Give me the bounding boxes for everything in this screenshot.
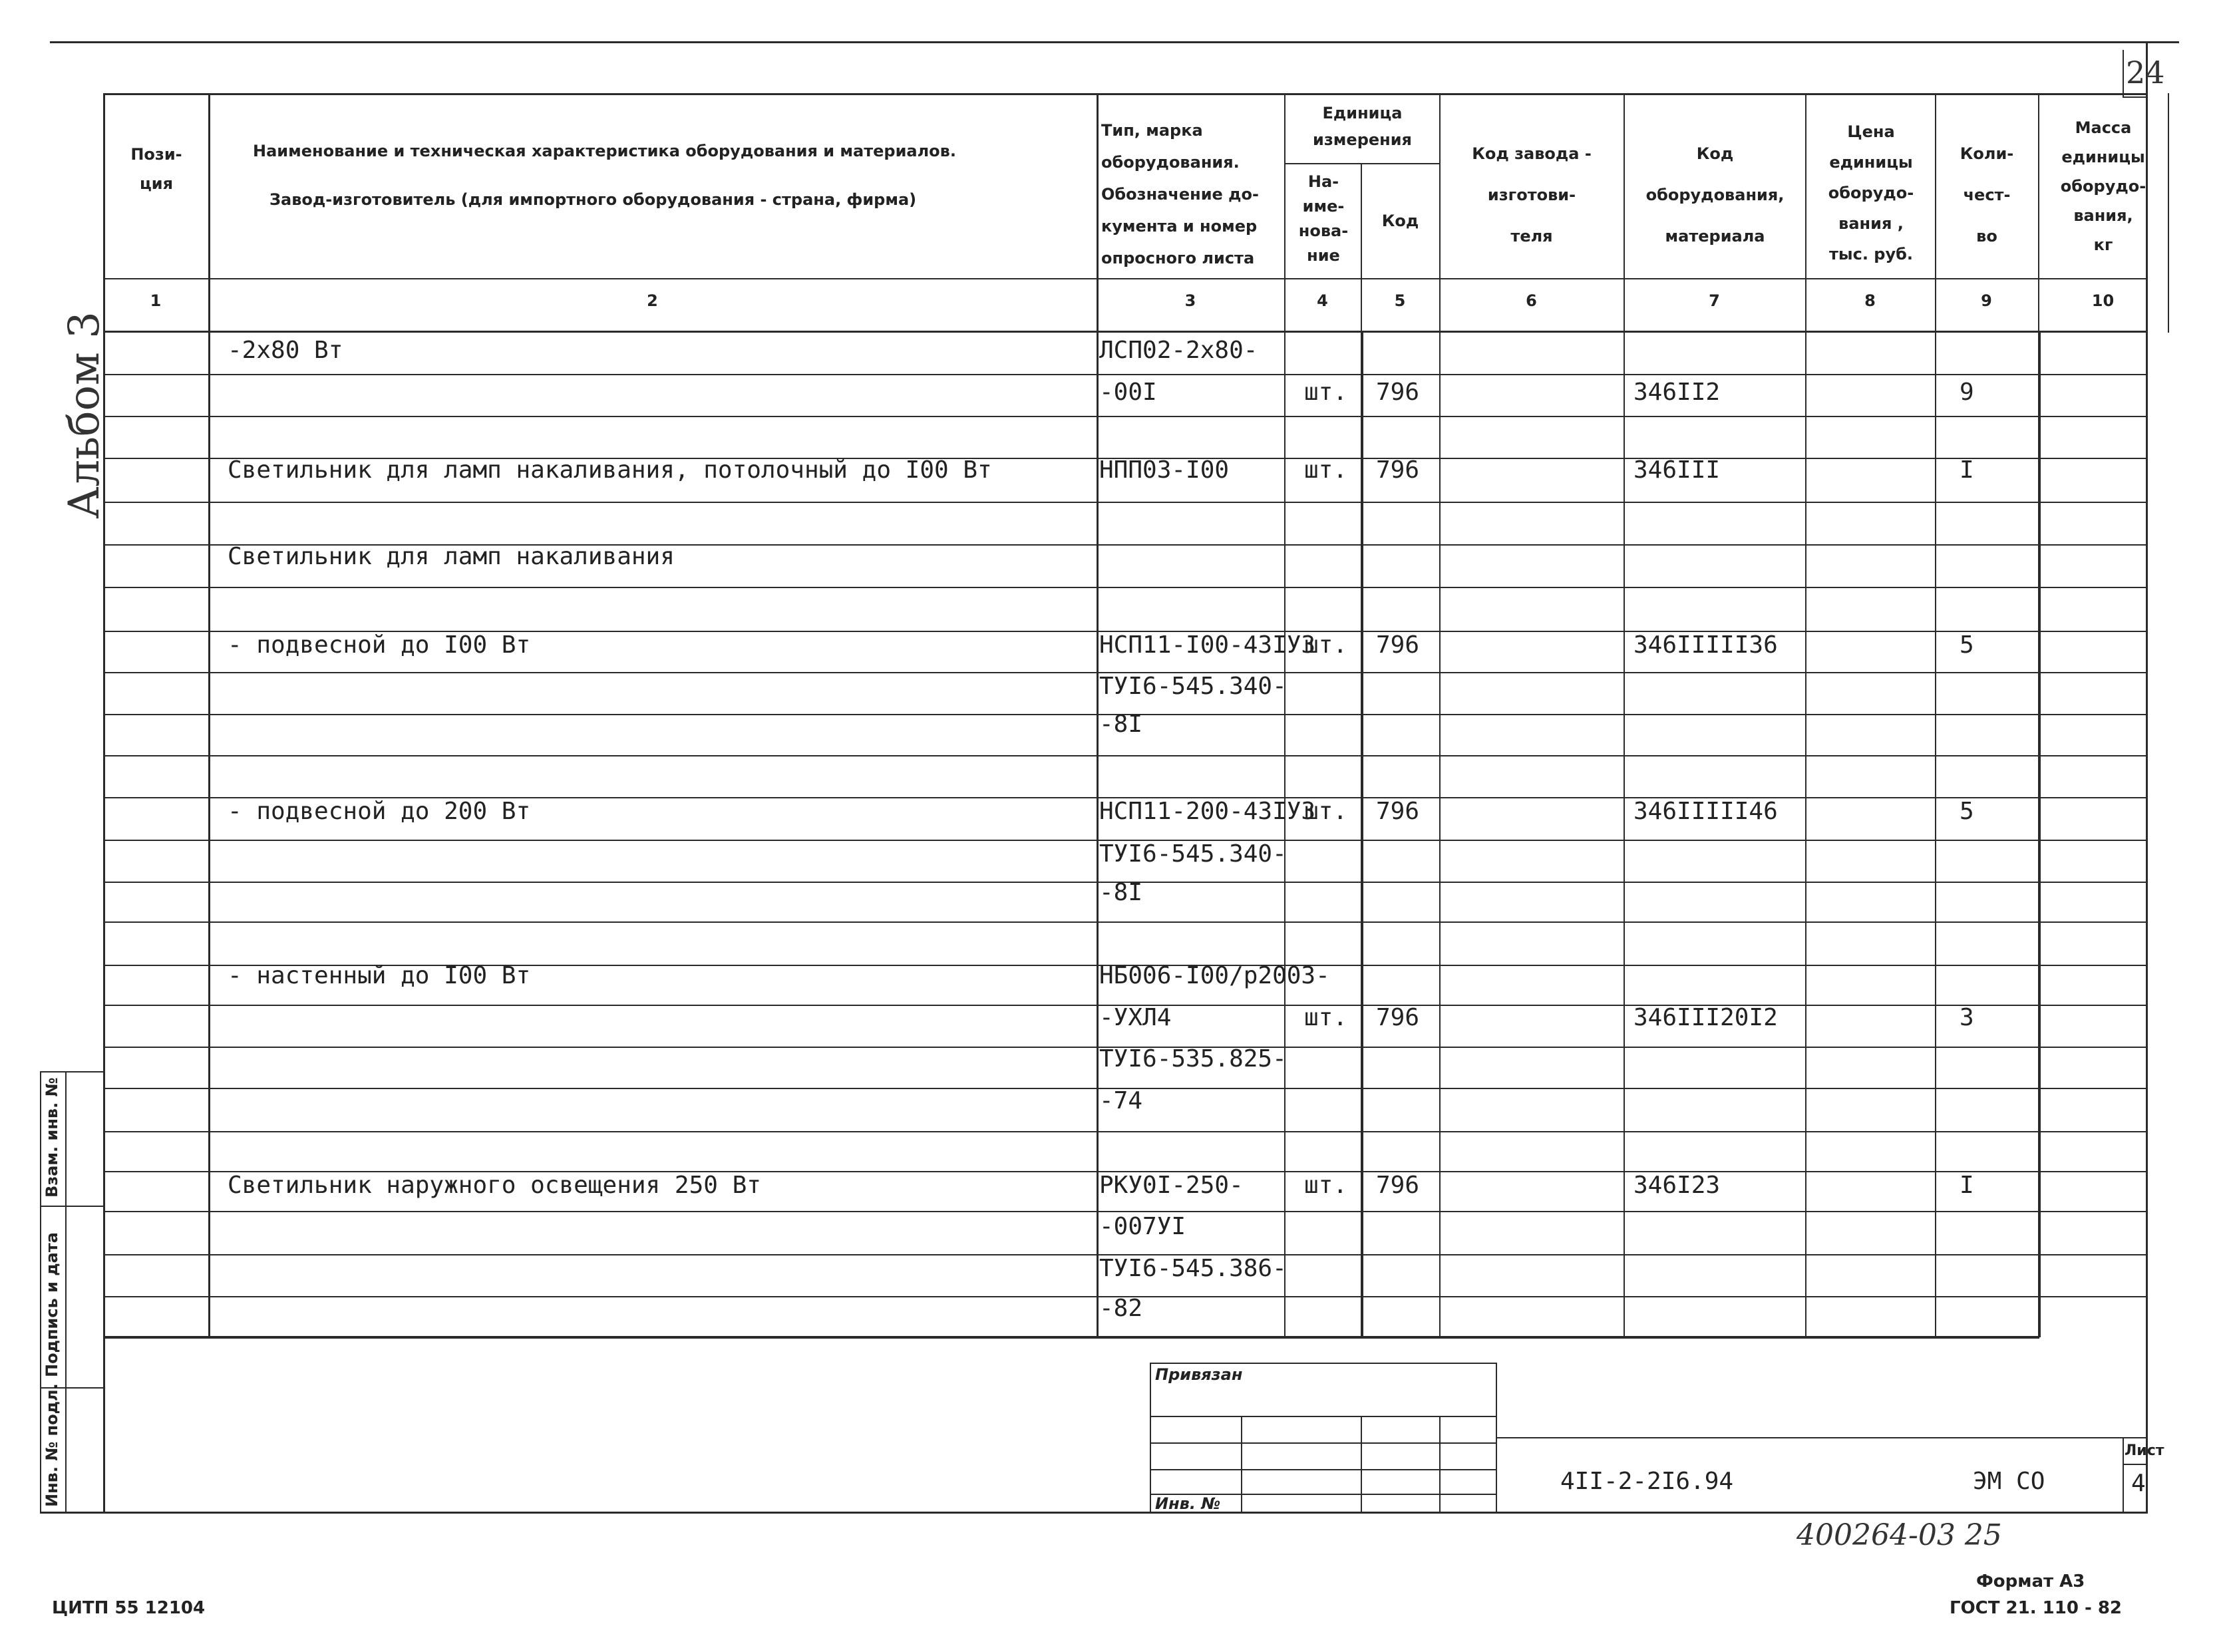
gost-label: ГОСТ 21. 110 - 82: [1950, 1598, 2122, 1618]
row-name: Светильник для ламп накаливания: [228, 543, 675, 570]
row-type: ТУI6-545.340-: [1099, 673, 1287, 700]
header-bottom: [103, 278, 2148, 279]
row-type: ТУI6-535.825-: [1099, 1045, 1287, 1073]
citp-label: ЦИТП 55 12104: [52, 1598, 206, 1618]
row-name: - подвесной до 200 Вт: [228, 798, 531, 825]
row-name: Светильник для ламп накаливания, потолочный до I00 Вт: [228, 456, 992, 484]
row-unit-code: 796: [1376, 631, 1420, 659]
col-sep-7: [1805, 93, 1806, 1337]
row-name: - настенный до I00 Вт: [228, 962, 531, 989]
row-line: [103, 755, 2148, 756]
row-type: ТУI6-545.386-: [1099, 1255, 1287, 1282]
col-sep-8: [1935, 93, 1936, 1337]
col-sep-3: [1284, 93, 1285, 1337]
column-number: 5: [1394, 291, 1406, 310]
row-unit: шт.: [1304, 631, 1348, 659]
document-mark: ЭМ СО: [1973, 1468, 2045, 1495]
list-box-left: [2123, 1437, 2124, 1512]
side-podpis-data: Подпись и дата: [43, 1232, 61, 1377]
header-unit: Единица измерения: [1313, 104, 1412, 149]
row-type: РКУ0I-250-: [1099, 1172, 1244, 1199]
col-num-bottom: [103, 331, 2148, 333]
side-vzam-inv: Взам. инв. №: [43, 1077, 61, 1198]
row-type: -00I: [1099, 379, 1157, 406]
row-qty: I: [1960, 1172, 1974, 1199]
pagenum-box-left: [2123, 50, 2124, 96]
column-number: 10: [2091, 291, 2115, 310]
row-name: - подвесной до I00 Вт: [228, 631, 531, 659]
pagenum-box-bottom: [2123, 96, 2147, 98]
list-label: Лист: [2125, 1442, 2164, 1459]
header-type: Тип, марка оборудования. Обозначение до- кумента и номер опросного листа: [1101, 121, 1259, 267]
header-equip-code: Код оборудования, материала: [1645, 144, 1785, 246]
column-number: 7: [1709, 291, 1720, 310]
row-qty: 5: [1960, 798, 1974, 825]
row-qty: 9: [1960, 379, 1974, 406]
header-mass: Масса единицы оборудо- вания, кг: [2060, 118, 2146, 254]
thick-right: [2038, 331, 2041, 1337]
header-pozitsiya: Пози- ция: [130, 145, 182, 193]
unit-subheader-line: [1284, 163, 1439, 164]
page-number: 24: [2126, 55, 2165, 90]
row-unit-code: 796: [1376, 1172, 1420, 1199]
row-qty: 5: [1960, 631, 1974, 659]
row-line: [103, 416, 2148, 417]
header-price: Цена единицы оборудо- вания , тыс. руб.: [1828, 122, 1914, 263]
row-type: -74: [1099, 1087, 1143, 1114]
column-number: 4: [1317, 291, 1328, 310]
row-unit-code: 796: [1376, 798, 1420, 825]
bottom-frame: [40, 1512, 2148, 1514]
row-unit: шт.: [1304, 798, 1348, 825]
inv-no-label: Инв. №: [1155, 1494, 1221, 1513]
header-unit-code: Код: [1381, 212, 1419, 230]
row-type: ТУI6-545.340-: [1099, 840, 1287, 868]
row-name: -2х80 Вт: [228, 337, 343, 364]
row-qty: I: [1960, 456, 1974, 484]
header-name-2: Завод-изготовитель (для импортного оборудования - страна, фирма): [269, 190, 917, 209]
col-sep-10: [2168, 93, 2169, 333]
col-sep-6: [1624, 93, 1625, 1337]
list-number: 4: [2131, 1470, 2146, 1497]
row-unit-code: 796: [1376, 379, 1420, 406]
row-line: [103, 374, 2148, 375]
header-unit-name: На- име- нова- ние: [1298, 172, 1349, 265]
col-sep-2: [1097, 93, 1099, 1337]
privyazan-label: Привязан: [1155, 1365, 1243, 1384]
column-number: 8: [1864, 291, 1876, 310]
column-number: 6: [1526, 291, 1537, 310]
handwritten-number: 400264-03 25: [1797, 1518, 2002, 1552]
top-rule: [50, 41, 2179, 43]
row-type: -8I: [1099, 711, 1143, 738]
row-line: [103, 1131, 2148, 1132]
row-unit: шт.: [1304, 1004, 1348, 1031]
row-type: -82: [1099, 1295, 1143, 1322]
column-number: 3: [1184, 291, 1196, 310]
row-type: НПП03-I00: [1099, 456, 1230, 484]
side-col-mid: [65, 1071, 67, 1514]
row-unit: шт.: [1304, 379, 1348, 406]
row-equip-code: 346IIIII46: [1633, 798, 1778, 825]
right-frame: [2146, 41, 2148, 1512]
row-equip-code: 346IIIII36: [1633, 631, 1778, 659]
thick-left: [1361, 331, 1363, 1337]
row-equip-code: 346I23: [1633, 1172, 1721, 1199]
side-inv-podl: Инв. № подл.: [43, 1383, 61, 1507]
row-line: [103, 587, 2148, 588]
row-line: [103, 921, 2148, 923]
album-label: Альбом 3: [60, 311, 109, 519]
row-unit: шт.: [1304, 456, 1348, 484]
column-number: 1: [150, 291, 162, 310]
document-code: 4II-2-2I6.94: [1560, 1468, 1734, 1495]
column-number: 2: [647, 291, 658, 310]
header-qty: Коли- чест- во: [1960, 144, 2014, 246]
row-type: НБ006-I00/р2003-: [1099, 962, 1330, 989]
row-equip-code: 346III: [1633, 456, 1721, 484]
row-qty: 3: [1960, 1004, 1974, 1031]
row-unit-code: 796: [1376, 456, 1420, 484]
row-type: -УХЛ4: [1099, 1004, 1172, 1031]
row-unit-code: 796: [1376, 1004, 1420, 1031]
row-type: ЛСП02-2х80-: [1099, 337, 1258, 364]
row-type: -007УI: [1099, 1213, 1186, 1240]
table-top: [103, 93, 2148, 95]
row-name: Светильник наружного освещения 250 Вт: [228, 1172, 761, 1199]
side-top: [40, 1071, 103, 1073]
title-block-top: [1496, 1437, 2148, 1438]
col-sep-1: [208, 93, 210, 1337]
side-col-left: [40, 1071, 41, 1514]
row-type: НСП11-200-43IУ3: [1099, 798, 1316, 825]
side-sep-1: [40, 1206, 103, 1207]
header-factory-code: Код завода - изготови- теля: [1472, 144, 1592, 246]
row-equip-code: 346II2: [1633, 379, 1721, 406]
row-line: [103, 502, 2148, 503]
table-bottom: [103, 1336, 2039, 1339]
row-equip-code: 346III20I2: [1633, 1004, 1778, 1031]
column-number: 9: [1981, 291, 1992, 310]
col-sep-5: [1439, 93, 1441, 1337]
header-name-1: Наименование и техническая характеристика оборудования и материалов.: [253, 142, 956, 160]
list-box-mid: [2123, 1464, 2147, 1465]
row-unit: шт.: [1304, 1172, 1348, 1199]
format-label: Формат А3: [1976, 1571, 2085, 1591]
row-type: -8I: [1099, 879, 1143, 906]
row-type: НСП11-I00-43IУ3: [1099, 631, 1316, 659]
